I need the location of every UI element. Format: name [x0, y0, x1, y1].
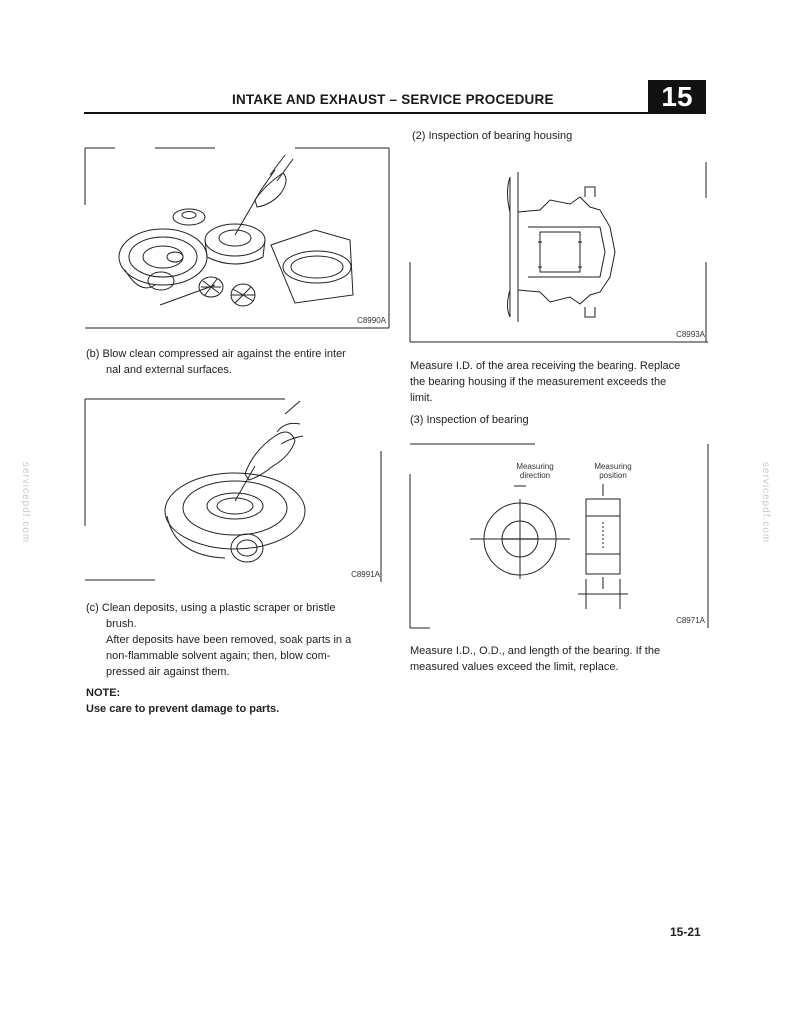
label-measuring-direction-1: Measuring [516, 462, 554, 471]
step-c-line3: After deposits have been removed, soak parts in a [106, 634, 352, 646]
figure-code: C8993A [676, 330, 705, 339]
step-c-line4: non-flammable solvent again; then, blow com- [106, 650, 331, 662]
step-c-line5: pressed air against them. [106, 666, 230, 678]
page-header-title: INTAKE AND EXHAUST – SERVICE PROCEDURE [232, 92, 554, 107]
label-measuring-position-1: Measuring [594, 462, 632, 471]
step-c-line1: (c) Clean deposits, using a plastic scraper or bristle [86, 602, 336, 614]
figure-turbo-parts-drawing [85, 145, 389, 328]
header-rule [84, 112, 706, 114]
step-c-line2: brush. [106, 618, 137, 630]
figure-turbo-parts [85, 145, 389, 328]
figure-code: C8991A [351, 570, 380, 579]
figure-housing-cleaning [85, 396, 383, 582]
label-measuring-position-2: position [599, 471, 627, 480]
figure-code: C8990A [357, 316, 386, 325]
page-number: 15-21 [670, 925, 701, 939]
figure-code: C8971A [676, 616, 705, 625]
chapter-number-box: 15 [648, 80, 706, 113]
label-measuring-direction-2: direction [519, 471, 551, 480]
step-3-title: (3) Inspection of bearing [410, 414, 529, 426]
figure-bearing-housing-drawing [410, 152, 708, 342]
step-2-title: (2) Inspection of bearing housing [412, 130, 573, 142]
step-b-line1: (b) Blow clean compressed air against the entire inter [86, 348, 346, 360]
step-b-line2: nal and external surfaces. [106, 364, 232, 376]
measure-housing-line2: the bearing housing if the measurement exceeds the [410, 376, 667, 388]
note-label: NOTE: [86, 687, 121, 699]
figure-bearing-measurement [410, 444, 708, 628]
watermark-right: servicepdf.com [760, 462, 771, 544]
watermark-left: servicepdf.com [20, 462, 31, 544]
measure-housing-line1: Measure I.D. of the area receiving the bearing. Replace [410, 360, 681, 372]
measure-bearing-line1: Measure I.D., O.D., and length of the bearing. If the [410, 645, 661, 657]
figure-housing-cleaning-drawing [85, 396, 383, 582]
figure-bearing-housing [410, 152, 708, 342]
measure-housing-line3: limit. [410, 392, 433, 404]
measure-bearing-line2: measured values exceed the limit, replace. [410, 661, 619, 673]
note-text: Use care to prevent damage to parts. [86, 703, 280, 715]
